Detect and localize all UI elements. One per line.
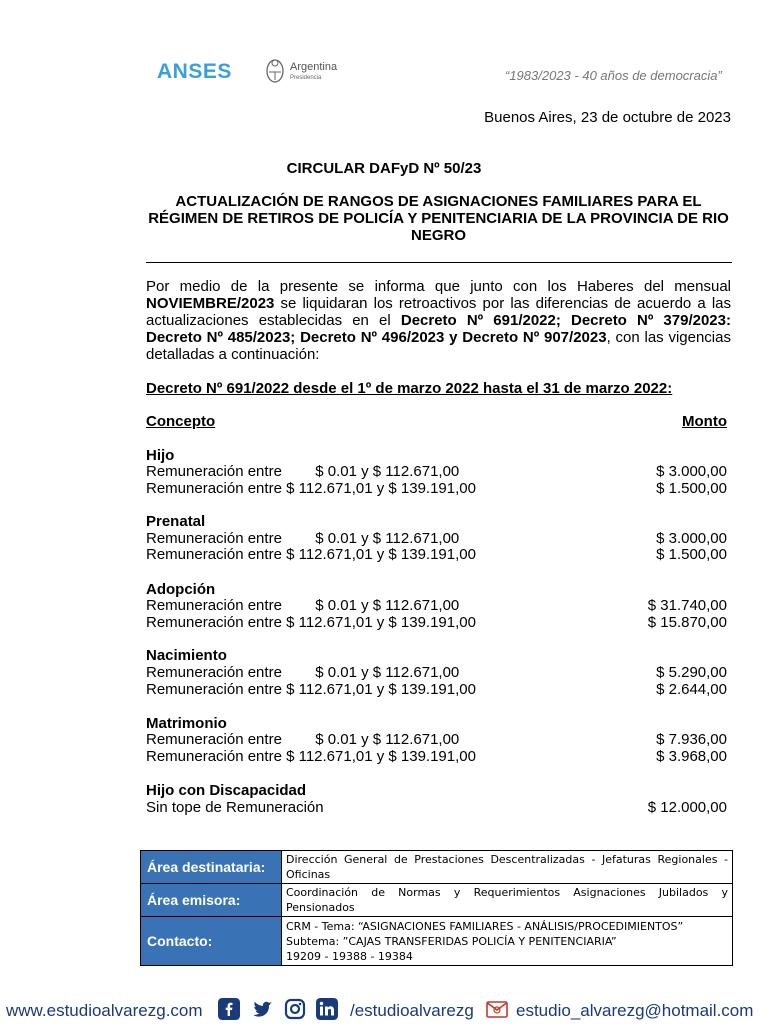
destinataria-label: Área destinataria: <box>141 851 282 884</box>
group-row-amount: $ 1.500,00 <box>656 546 727 563</box>
intro-bold-2: Decreto Nº 691/2022; Decreto Nº 379/2023: Decreto Nº 485/2023; Decreto Nº 496/2023 y Decreto Nº 907/2023 <box>146 312 731 346</box>
group-title: Prenatal <box>146 513 206 530</box>
democracy-motto: “1983/2023 - 40 años de democracia” <box>505 68 722 83</box>
argentina-logo-text: Argentina <box>290 61 338 73</box>
monto-header: Monto <box>682 413 727 430</box>
group-row-amount: $ 7.936,00 <box>656 731 727 748</box>
group-row-label: Remuneración entre $ 112.671,01 y $ 139.191,00 <box>146 614 476 631</box>
contacto-line: 19209 - 19388 - 19384 <box>286 949 413 963</box>
decreto-heading: Decreto Nº 691/2022 desde el 1º de marzo 2022 hasta el 31 de marzo 2022: <box>146 380 673 397</box>
argentina-logo <box>290 62 337 84</box>
anses-logo: ANSES <box>157 60 232 83</box>
group-row-amount: $ 3.000,00 <box>656 463 727 480</box>
group-row-amount: $ 3.000,00 <box>656 530 727 547</box>
document-title: ACTUALIZACIÓN DE RANGOS DE ASIGNACIONES FAMILIARES PARA EL RÉGIMEN DE RETIROS DE POLICÍA Y PENITENCIARIA DE LA PROVINCIA DE RIO NEGRO <box>148 193 729 244</box>
table-row <box>141 884 733 917</box>
linkedin-icon[interactable] <box>316 998 338 1020</box>
table-row <box>141 917 733 966</box>
destinataria-value: Dirección General de Prestaciones Descentralizadas - Jefaturas Regionales - Oficinas <box>282 851 733 884</box>
argentina-logo-sub: Presidencia <box>290 75 322 81</box>
group-title: Nacimiento <box>146 647 227 664</box>
contacto-value <box>282 917 733 966</box>
footer <box>6 996 766 1024</box>
contacto-label: Contacto: <box>141 917 282 966</box>
intro-bold-1: NOVIEMBRE/2023 <box>146 295 275 312</box>
twitter-icon[interactable] <box>251 998 273 1020</box>
intro-paragraph <box>146 278 731 363</box>
argentina-seal-icon <box>265 56 285 84</box>
group-row-amount: $ 31.740,00 <box>647 597 727 614</box>
group-row-amount: $ 5.290,00 <box>656 664 727 681</box>
email-icon[interactable] <box>486 998 508 1020</box>
table-row <box>141 851 733 884</box>
group-row-label: Remuneración entre $ 112.671,01 y $ 139.191,00 <box>146 480 476 497</box>
group-row-label: Sin tope de Remuneración <box>146 799 324 816</box>
title-divider <box>146 262 732 263</box>
document-date: Buenos Aires, 23 de octubre de 2023 <box>484 109 731 126</box>
emisora-value: Coordinación de Normas y Requerimientos Asignaciones Jubilados y Pensionados <box>282 884 733 917</box>
group-row-label: Remuneración entre $ 0.01 y $ 112.671,00 <box>146 731 460 748</box>
concepto-header: Concepto <box>146 413 216 430</box>
intro-text-1: Por medio de la presente se informa que junto con los Haberes del mensual <box>146 278 731 295</box>
footer-website-link[interactable]: www.estudioalvarezg.com <box>6 1001 203 1020</box>
group-row-label: Remuneración entre $ 0.01 y $ 112.671,00 <box>146 463 460 480</box>
group-row-label: Remuneración entre $ 112.671,01 y $ 139.191,00 <box>146 546 476 563</box>
group-row-label: Remuneración entre $ 112.671,01 y $ 139.191,00 <box>146 681 476 698</box>
intro-text-2: se liquidaran los retroactivos por las diferencias de acuerdo a las actualizaciones establecidas en el <box>146 295 731 329</box>
group-row-amount: $ 3.968,00 <box>656 748 727 765</box>
footer-social-handle[interactable]: /estudioalvarezg <box>350 1001 474 1020</box>
group-row-amount: $ 15.870,00 <box>647 614 727 631</box>
circular-number: CIRCULAR DAFyD Nº 50/23 <box>286 160 482 177</box>
group-row-amount: $ 2.644,00 <box>656 681 727 698</box>
group-title: Hijo <box>146 447 175 464</box>
group-row-amount: $ 1.500,00 <box>656 480 727 497</box>
facebook-icon[interactable] <box>218 998 240 1020</box>
contacto-line: CRM - Tema: “ASIGNACIONES FAMILIARES - ANÁLISIS/PROCEDIMIENTOS” <box>286 919 684 933</box>
footer-email-link[interactable]: estudio_alvarezg@hotmail.com <box>516 1001 754 1020</box>
group-title: Hijo con Discapacidad <box>146 782 307 799</box>
instagram-icon[interactable] <box>284 998 306 1020</box>
group-title: Adopción <box>146 581 216 598</box>
group-row-label: Remuneración entre $ 0.01 y $ 112.671,00 <box>146 597 460 614</box>
group-row-label: Remuneración entre $ 112.671,01 y $ 139.191,00 <box>146 748 476 765</box>
contacto-line: Subtema: ”CAJAS TRANSFERIDAS POLICÍA Y PENITENCIARIA” <box>286 934 617 948</box>
group-row-label: Remuneración entre $ 0.01 y $ 112.671,00 <box>146 664 460 681</box>
intro-text-3: , con las vigencias detalladas a continuación: <box>146 329 731 363</box>
emisora-label: Área emisora: <box>141 884 282 917</box>
group-row-label: Remuneración entre $ 0.01 y $ 112.671,00 <box>146 530 460 547</box>
group-title: Matrimonio <box>146 715 227 732</box>
info-table <box>140 850 733 966</box>
group-row-amount: $ 12.000,00 <box>647 799 727 816</box>
